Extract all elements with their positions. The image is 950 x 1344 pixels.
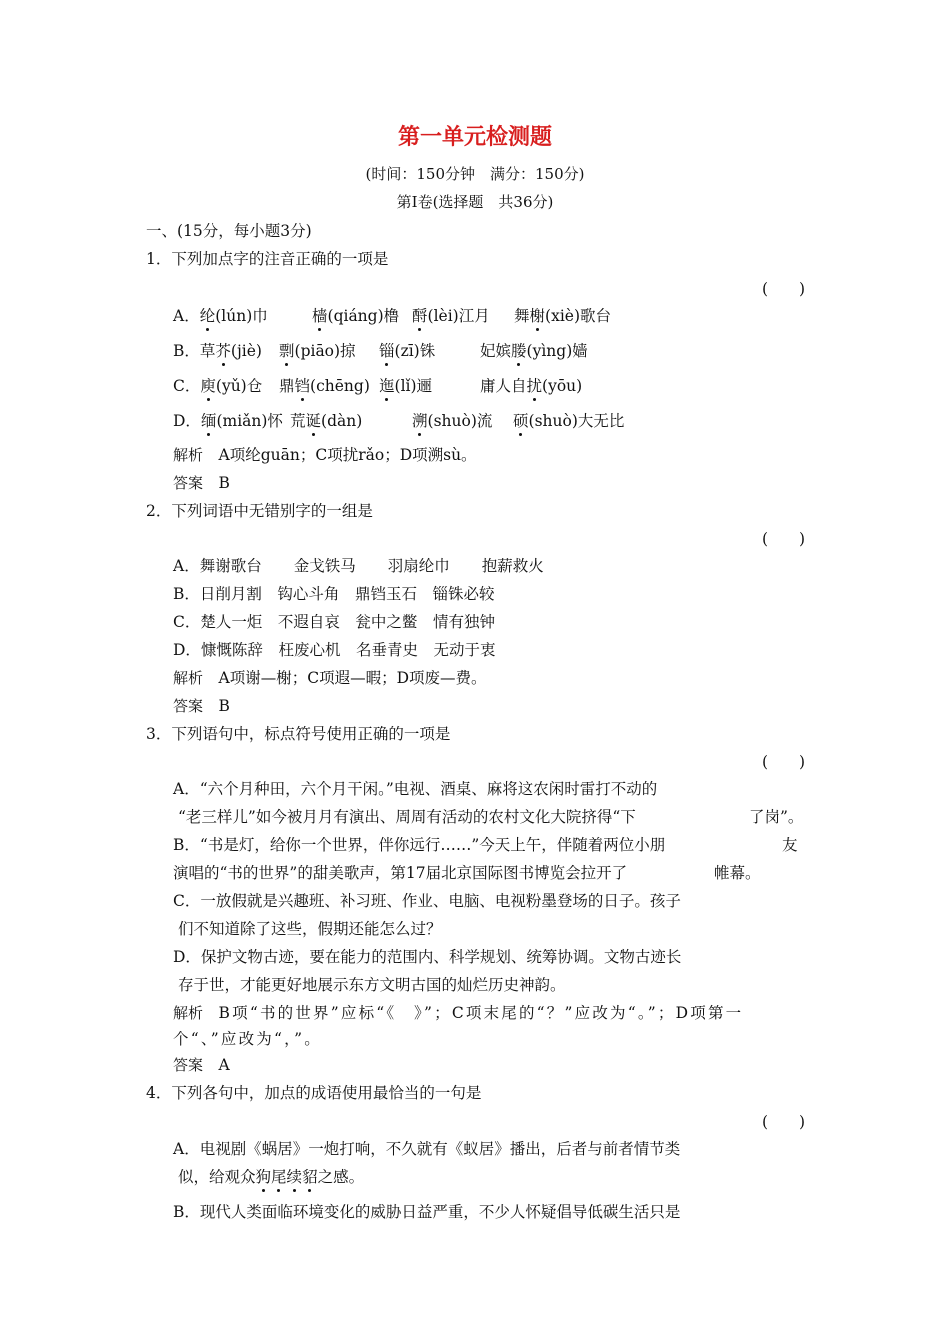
q1c-text: 鼎	[279, 377, 295, 395]
analysis-text: A项谢—榭；C项遐—暇；D项废—费。	[218, 669, 487, 687]
q1-option-d-item4	[513, 409, 624, 431]
q2-option-c	[173, 610, 495, 632]
dotted-char: 硕	[513, 409, 529, 431]
q3-answer	[173, 1053, 230, 1075]
q3-option-a-line2-end: 了岗”。	[749, 808, 804, 826]
q1b-text: (piāo)掠	[294, 342, 356, 360]
q2a-word: A．舞谢歌台	[173, 557, 262, 575]
dotted-char: 铛	[295, 374, 311, 396]
q2d-word: 枉废心机	[278, 641, 341, 659]
page-title: 第一单元检测题	[397, 125, 552, 150]
exam-meta: (时间：150分钟 满分：150分)	[365, 165, 585, 183]
q3-analysis-line2: 个“、”应改为“，”。	[173, 1030, 322, 1048]
q1c-text: (lǐ)逦	[394, 377, 433, 395]
q1-answer	[173, 471, 230, 493]
dotted-char: 诞	[306, 409, 322, 431]
q1a-text: 舞	[514, 307, 530, 325]
q2a-word: 羽扇纶巾	[387, 557, 450, 575]
q4-option-b-line1: B．现代人类面临环境变化的威胁日益严重，不少人怀疑倡导低碳生活只是	[173, 1203, 681, 1221]
dotted-char: 缅	[201, 409, 217, 431]
question-3-answer-blank: ( )	[762, 753, 806, 771]
q1-option-b-item4	[480, 339, 588, 361]
q2a-word: 金戈铁马	[293, 557, 356, 575]
q1d-text: 荒	[290, 412, 306, 430]
q1d-text: (miǎn)怀	[216, 412, 283, 430]
answer-text: B	[218, 474, 230, 492]
q3-analysis	[173, 1001, 743, 1023]
q1d-text: (dàn)	[321, 412, 363, 430]
dotted-char: 芥	[215, 339, 231, 361]
dotted-char: 剽	[279, 339, 295, 361]
q1a-text: (xiè)歌台	[545, 307, 611, 325]
section-heading: 一、(15分，每小题3分)	[146, 222, 312, 240]
q1b-text: (jiè)	[230, 342, 262, 360]
q2c-word: 不遐自哀	[277, 613, 340, 631]
q1-analysis	[173, 443, 477, 465]
dotted-char: 貂	[302, 1165, 318, 1187]
q3-option-b-line1-end: 友	[782, 836, 798, 854]
q1c-text: (yǔ)仓	[215, 377, 263, 395]
dotted-char: 迤	[379, 374, 395, 396]
q1-option-a-item3	[412, 304, 490, 326]
dotted-char: 庾	[200, 374, 216, 396]
q1c-text: (yōu)	[542, 377, 583, 395]
q3-option-d-line2: 存于世，才能更好地展示东方文明古国的灿烂历史神韵。	[178, 976, 566, 994]
q4-option-a-line1: A．电视剧《蜗居》一炮打响，不久就有《蚁居》播出，后者与前者情节类	[173, 1140, 681, 1158]
q1b-text: (yìng)嫱	[526, 342, 588, 360]
q2c-word: 瓮中之鳖	[355, 613, 418, 631]
q4a-text: 之感。	[317, 1168, 365, 1186]
q1c-label: C．	[173, 377, 201, 395]
q1-option-c-item3	[379, 374, 432, 396]
dotted-char: 溯	[412, 409, 428, 431]
q3-option-a-line1: A．“六个月种田，六个月干闲。”电视、酒桌、麻将这农闲时雷打不动的	[173, 780, 658, 798]
q1-option-c-item4	[480, 374, 582, 396]
answer-label: 答案	[173, 697, 204, 715]
q1a-text: (lèi)江月	[427, 307, 490, 325]
dotted-char: 纶	[200, 304, 216, 326]
q2d-word: 无动于衷	[433, 641, 496, 659]
analysis-label: 解析	[173, 446, 204, 464]
dotted-char: 扰	[527, 374, 543, 396]
q3-option-c-line1: C．一放假就是兴趣班、补习班、作业、电脑、电视粉墨登场的日子。孩子	[173, 892, 681, 910]
q1-option-d-item3	[412, 409, 492, 431]
analysis-label: 解析	[173, 669, 204, 687]
q1b-text: 妃嫔	[480, 342, 512, 360]
q4-option-a-line2	[178, 1165, 364, 1187]
answer-label: 答案	[173, 1056, 204, 1074]
analysis-label: 解析	[173, 1004, 204, 1022]
q1d-text: (shuò)大无比	[528, 412, 625, 430]
q1-option-a-item2	[312, 304, 399, 326]
analysis-text: B项“书的世界”应标“《 》”；C项末尾的“？”应改为“。”；D项第一	[218, 1004, 744, 1022]
q4a-text: 似，给观众	[178, 1168, 256, 1186]
q2d-word: 名垂青史	[355, 641, 418, 659]
question-3-stem: 3．下列语句中，标点符号使用正确的一项是	[146, 725, 451, 743]
answer-text: A	[218, 1056, 230, 1074]
q1-option-c-item2	[279, 374, 370, 396]
q2c-word: C．楚人一炬	[173, 613, 263, 631]
q1-option-b	[173, 339, 262, 361]
dotted-char: 尾	[271, 1165, 287, 1187]
q2d-word: D．慷慨陈辞	[173, 641, 263, 659]
dotted-char: 媵	[511, 339, 527, 361]
q1a-text: (qiáng)橹	[327, 307, 400, 325]
dotted-char: 榭	[530, 304, 546, 326]
q1-option-b-item3	[379, 339, 435, 361]
q2-option-a	[173, 554, 544, 576]
answer-text: B	[218, 697, 230, 715]
q2b-word: B．日削月割	[173, 585, 262, 603]
q2-analysis	[173, 666, 487, 688]
q2-option-b	[173, 582, 495, 604]
dotted-char: 樯	[312, 304, 328, 326]
q1c-text: (chēng)	[310, 377, 370, 395]
q3-option-b-line2: 演唱的“书的世界”的甜美歌声，第17届北京国际图书博览会拉开了	[173, 864, 628, 882]
q2c-word: 情有独钟	[432, 613, 495, 631]
question-4-stem: 4．下列各句中，加点的成语使用最恰当的一句是	[146, 1084, 482, 1102]
q1-option-a-item4	[514, 304, 611, 326]
q1a-text: (lún)巾	[215, 307, 268, 325]
dotted-char: 续	[287, 1165, 303, 1187]
q2b-word: 锱铢必较	[432, 585, 495, 603]
analysis-text: A项纶guān；C项扰rǎo；D项溯sù。	[218, 446, 477, 464]
question-2-answer-blank: ( )	[762, 530, 806, 548]
q1c-text: 庸人自	[480, 377, 527, 395]
question-2-stem: 2．下列词语中无错别字的一组是	[146, 502, 373, 520]
q3-option-b-line1: B．“书是灯，给你一个世界，伴你远行……”今天上午，伴随着两位小朋	[173, 836, 666, 854]
q1d-text: (shuò)流	[427, 412, 493, 430]
question-1-stem: 1．下列加点字的注音正确的一项是	[146, 250, 389, 268]
q1b-label: B．草	[173, 342, 216, 360]
q3-option-b-line2-end: 帷幕。	[714, 864, 761, 882]
q1-option-a	[173, 304, 268, 326]
answer-label: 答案	[173, 474, 204, 492]
q1-option-d-item2	[290, 409, 362, 431]
q1-option-c	[173, 374, 262, 396]
dotted-char: 酹	[412, 304, 428, 326]
q3-option-c-line2: 们不知道除了这些，假期还能怎么过？	[178, 920, 442, 938]
q1-option-b-item2	[279, 339, 356, 361]
q1-option-d	[173, 409, 283, 431]
q2a-word: 抱薪救火	[481, 557, 544, 575]
q3-option-a-line2: “老三样儿”如今被月月有演出、周周有活动的农村文化大院挤得“下	[178, 808, 636, 826]
question-1-answer-blank: ( )	[762, 280, 806, 298]
q2b-word: 钩心斗角	[277, 585, 340, 603]
q1b-text: (zī)铢	[394, 342, 436, 360]
q2b-word: 鼎铛玉石	[354, 585, 417, 603]
question-4-answer-blank: ( )	[762, 1113, 806, 1131]
q1a-label: A．	[173, 307, 200, 325]
dotted-char: 锱	[379, 339, 395, 361]
dotted-char: 狗	[256, 1165, 272, 1187]
q2-option-d	[173, 638, 496, 660]
q1d-label: D．	[173, 412, 201, 430]
q2-answer	[173, 694, 230, 716]
volume-heading: 第Ⅰ卷(选择题 共36分)	[396, 193, 554, 211]
q3-option-d-line1: D．保护文物古迹，要在能力的范围内、科学规划、统筹协调。文物古迹长	[173, 948, 682, 966]
